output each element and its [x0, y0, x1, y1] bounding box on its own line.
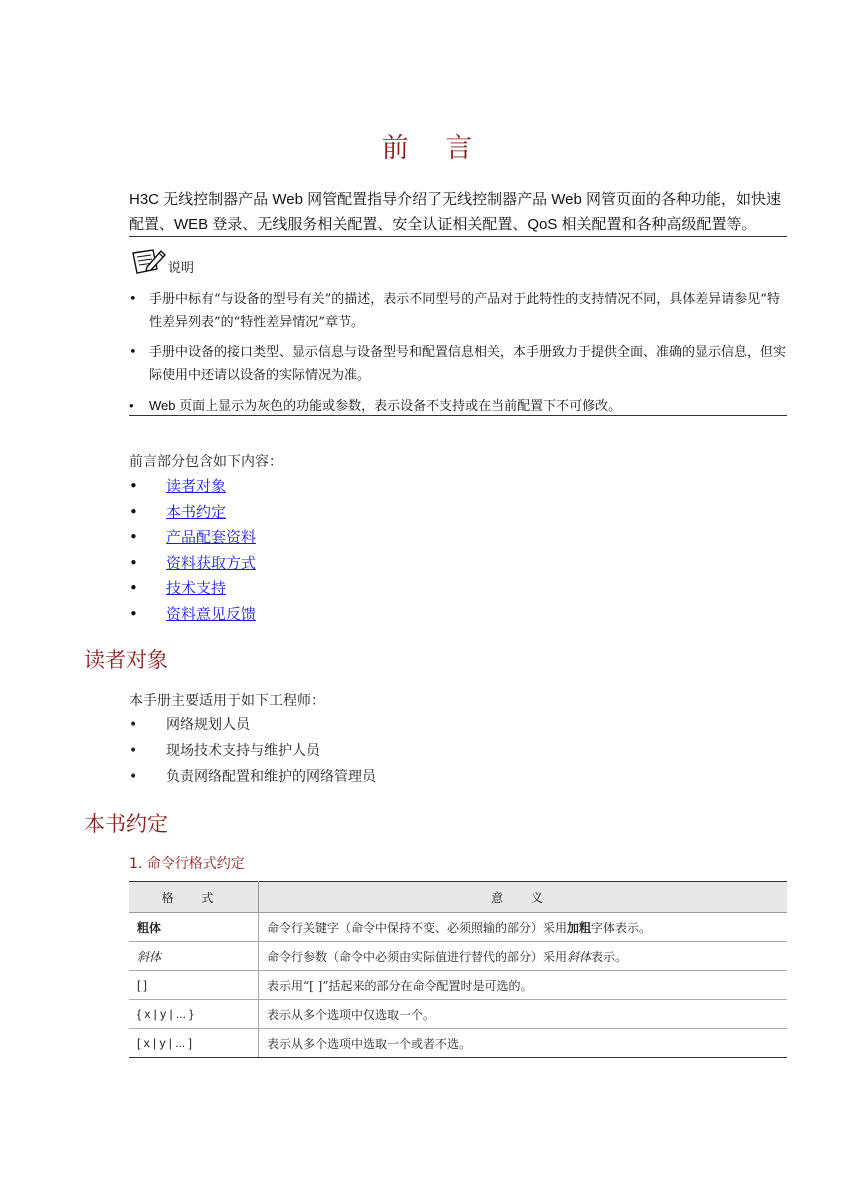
table-row: [129, 913, 787, 942]
table-row: [129, 971, 787, 1000]
table-cell: [ x | y | ... ]: [129, 1029, 259, 1058]
note-list: [129, 288, 787, 424]
format-table: [129, 881, 787, 1058]
table-cell: { x | y | ... }: [129, 1000, 259, 1029]
toc-link-conventions[interactable]: 本书约定: [166, 502, 227, 521]
table-row: [129, 1000, 787, 1029]
toc-item: [129, 525, 256, 551]
note-top-rule: [129, 236, 787, 237]
toc-list: [129, 474, 256, 628]
page-title: 前 言: [381, 133, 487, 164]
table-header-format: 格 式: [129, 882, 259, 913]
table-cell: 斜体: [129, 942, 259, 971]
note-item: • 手册中设备的接口类型、显示信息与设备型号和配置信息相关，本手册致力于提供全面、准确的显示信息，但实际使用中还请以设备的实际情况为准。: [129, 341, 787, 387]
cell-text: 命令行关键字（命令中保持不变、必须照输的部分）采用: [267, 920, 568, 935]
table-row: [129, 942, 787, 971]
table-cell: 粗体: [129, 913, 259, 942]
note-bottom-rule: [129, 415, 787, 416]
note-item: • Web 页面上显示为灰色的功能或参数，表示设备不支持或在当前配置下不可修改。: [129, 394, 787, 417]
toc-item: [129, 602, 256, 628]
note-item: • 手册中标有“与设备的型号有关”的描述，表示不同型号的产品对于此特性的支持情况不同，具体差异请参见“特性差异列表”的“特性差异情况”章节。: [129, 288, 787, 334]
toc-item: [129, 500, 256, 526]
table-cell: 表示从多个选项中仅选取一个。: [259, 1000, 788, 1029]
section-heading-audience: 读者对象: [84, 648, 168, 672]
cell-text: 命令行参数（命令中必须由实际值进行替代的部分）采用: [267, 949, 568, 964]
toc-item: [129, 474, 256, 500]
table-cell: [ ]: [129, 971, 259, 1000]
cell-italic-text: 斜体: [567, 949, 592, 964]
audience-list: [129, 712, 376, 790]
table-row: [129, 1029, 787, 1058]
toc-link-readers[interactable]: 读者对象: [166, 477, 227, 495]
audience-lead: 本手册主要适用于如下工程师：: [129, 693, 325, 709]
table-cell: [259, 913, 788, 942]
list-item: • 负责网络配置和维护的网络管理员: [129, 764, 376, 790]
toc-lead: 前言部分包含如下内容：: [129, 454, 283, 470]
table-header-row: [129, 882, 787, 913]
table-cell: 表示从多个选项中选取一个或者不选。: [259, 1029, 788, 1058]
note-pencil-icon: [131, 247, 167, 275]
list-item: • 现场技术支持与维护人员: [129, 738, 376, 764]
table-cell: 表示用“[ ]”括起来的部分在命令配置时是可选的。: [259, 971, 788, 1000]
cell-text: 字体表示。: [591, 920, 652, 935]
toc-link-feedback[interactable]: 资料意见反馈: [166, 604, 257, 623]
toc-link-support[interactable]: 技术支持: [166, 579, 227, 598]
table-cell: [259, 942, 788, 971]
note-label: 说明: [168, 261, 195, 276]
section-heading-conventions: 本书约定: [84, 812, 168, 836]
cell-bold-text: 加粗: [567, 920, 592, 935]
toc-link-obtaining[interactable]: 资料获取方式: [166, 553, 257, 572]
toc-item: [129, 576, 256, 602]
toc-link-documentation[interactable]: 产品配套资料: [166, 528, 257, 547]
list-item: • 网络规划人员: [129, 712, 376, 738]
table-header-meaning: 意 义: [259, 882, 788, 913]
cell-text: 表示。: [591, 949, 628, 964]
subsection-heading: 1. 命令行格式约定: [129, 856, 245, 872]
intro-paragraph: H3C 无线控制器产品 Web 网管配置指导介绍了无线控制器产品 Web 网管页面的各种功能，如快速配置、WEB 登录、无线服务相关配置、安全认证相关配置、QoS 相关配置和各种高级配置等。: [129, 191, 781, 233]
toc-item: [129, 551, 256, 577]
